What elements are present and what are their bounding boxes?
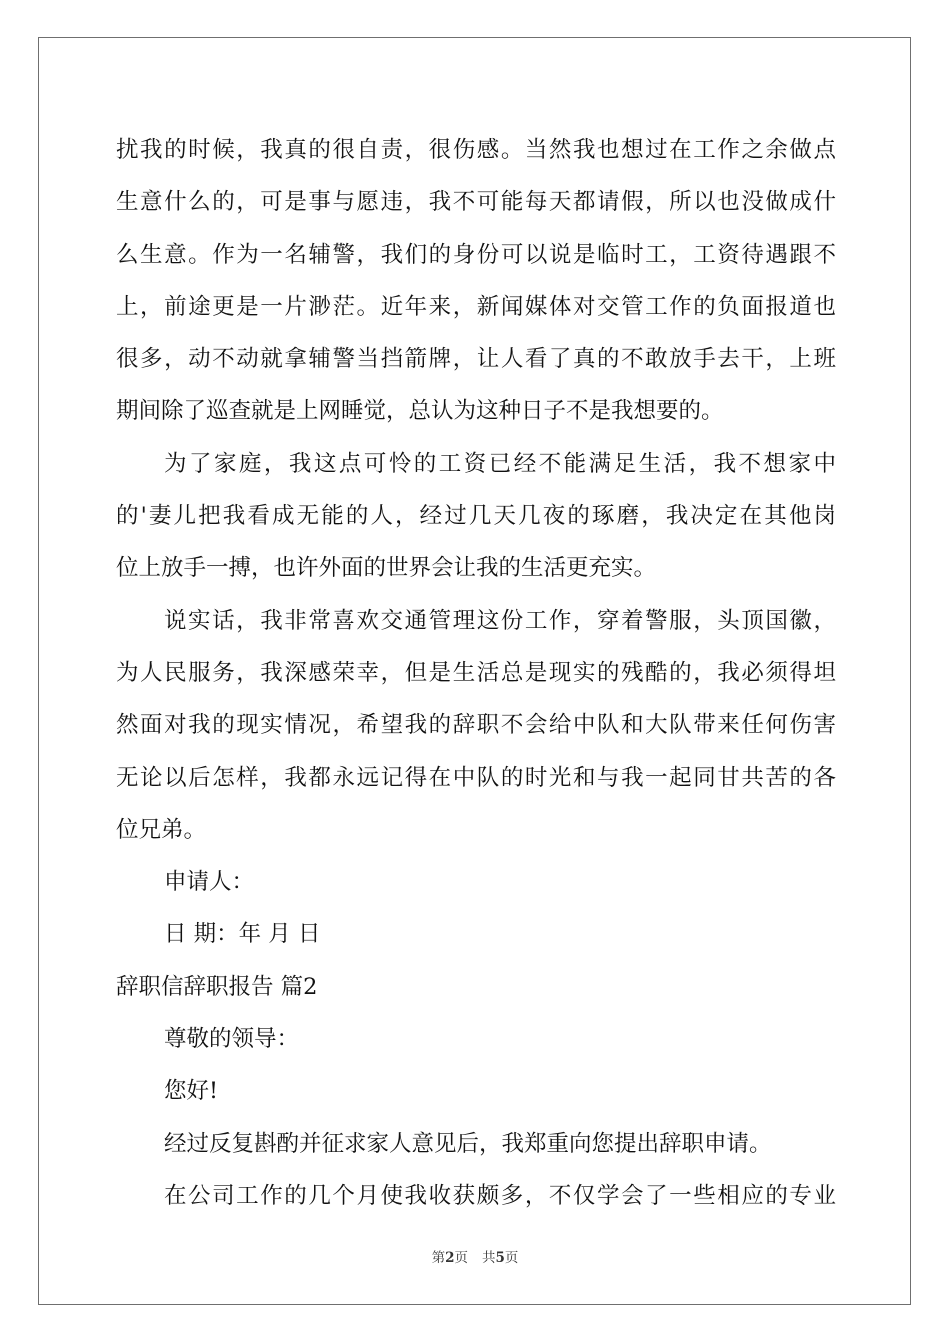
applicant-label: 申请人：: [164, 869, 255, 896]
text-line: 扰我的时候，我真的很自责，很伤感。当然我也想过在工作之余做点: [116, 137, 836, 163]
text-line: 经过反复斟酌并征求家人意见后，我郑重向您提出辞职申请。: [164, 1130, 772, 1157]
text-line: 为人民服务，我深感荣幸，但是生活总是现实的残酷的，我必须得坦: [116, 659, 836, 686]
total-pages-number: 5: [495, 1250, 505, 1266]
text-line: 么生意。作为一名辅警，我们的身份可以说是临时工，工资待遇跟不: [116, 241, 836, 268]
text-line: 上，前途更是一片渺茫。近年来，新闻媒体对交管工作的负面报道也: [116, 293, 836, 320]
current-page-number: 2: [445, 1250, 455, 1266]
text-line: 生意什么的，可是事与愿违，我不可能每天都请假，所以也没做成什: [116, 189, 836, 216]
page-prefix: 第: [431, 1250, 446, 1266]
document-body: [116, 124, 836, 1222]
text-line: 无论以后怎样，我都永远记得在中队的时光和与我一起同甘共苦的各: [116, 764, 836, 791]
total-suffix: 页: [504, 1250, 519, 1266]
text-line: 期间除了巡查就是上网睡觉，总认为这种日子不是我想要的。: [116, 398, 724, 425]
salutation: 尊敬的领导：: [164, 1026, 300, 1053]
text-line: 然面对我的现实情况，希望我的辞职不会给中队和大队带来任何伤害: [116, 712, 836, 739]
text-line: 位上放手一搏，也许外面的世界会让我的生活更充实。: [116, 555, 657, 582]
date-label: 日 期：年 月 日: [164, 921, 321, 948]
text-line: 在公司工作的几个月使我收获颇多，不仅学会了一些相应的专业: [164, 1182, 836, 1209]
page-footer: [0, 1246, 950, 1266]
total-prefix: 共: [482, 1250, 496, 1266]
section-heading: 辞职信辞职报告 篇2: [116, 973, 318, 1000]
text-line: 的'妻儿把我看成无能的人，经过几天几夜的琢磨，我决定在其他岗: [116, 503, 836, 530]
text-line: 为了家庭，我这点可怜的工资已经不能满足生活，我不想家中: [164, 450, 836, 477]
text-line: 位兄弟。: [116, 816, 207, 843]
greeting: 您好!: [164, 1078, 219, 1105]
text-line: 很多，动不动就拿辅警当挡箭牌，让人看了真的不敢放手去干，上班: [116, 346, 836, 373]
page-suffix: 页: [454, 1250, 468, 1266]
text-line: 说实话，我非常喜欢交通管理这份工作，穿着警服，头顶国徽，: [164, 607, 836, 634]
